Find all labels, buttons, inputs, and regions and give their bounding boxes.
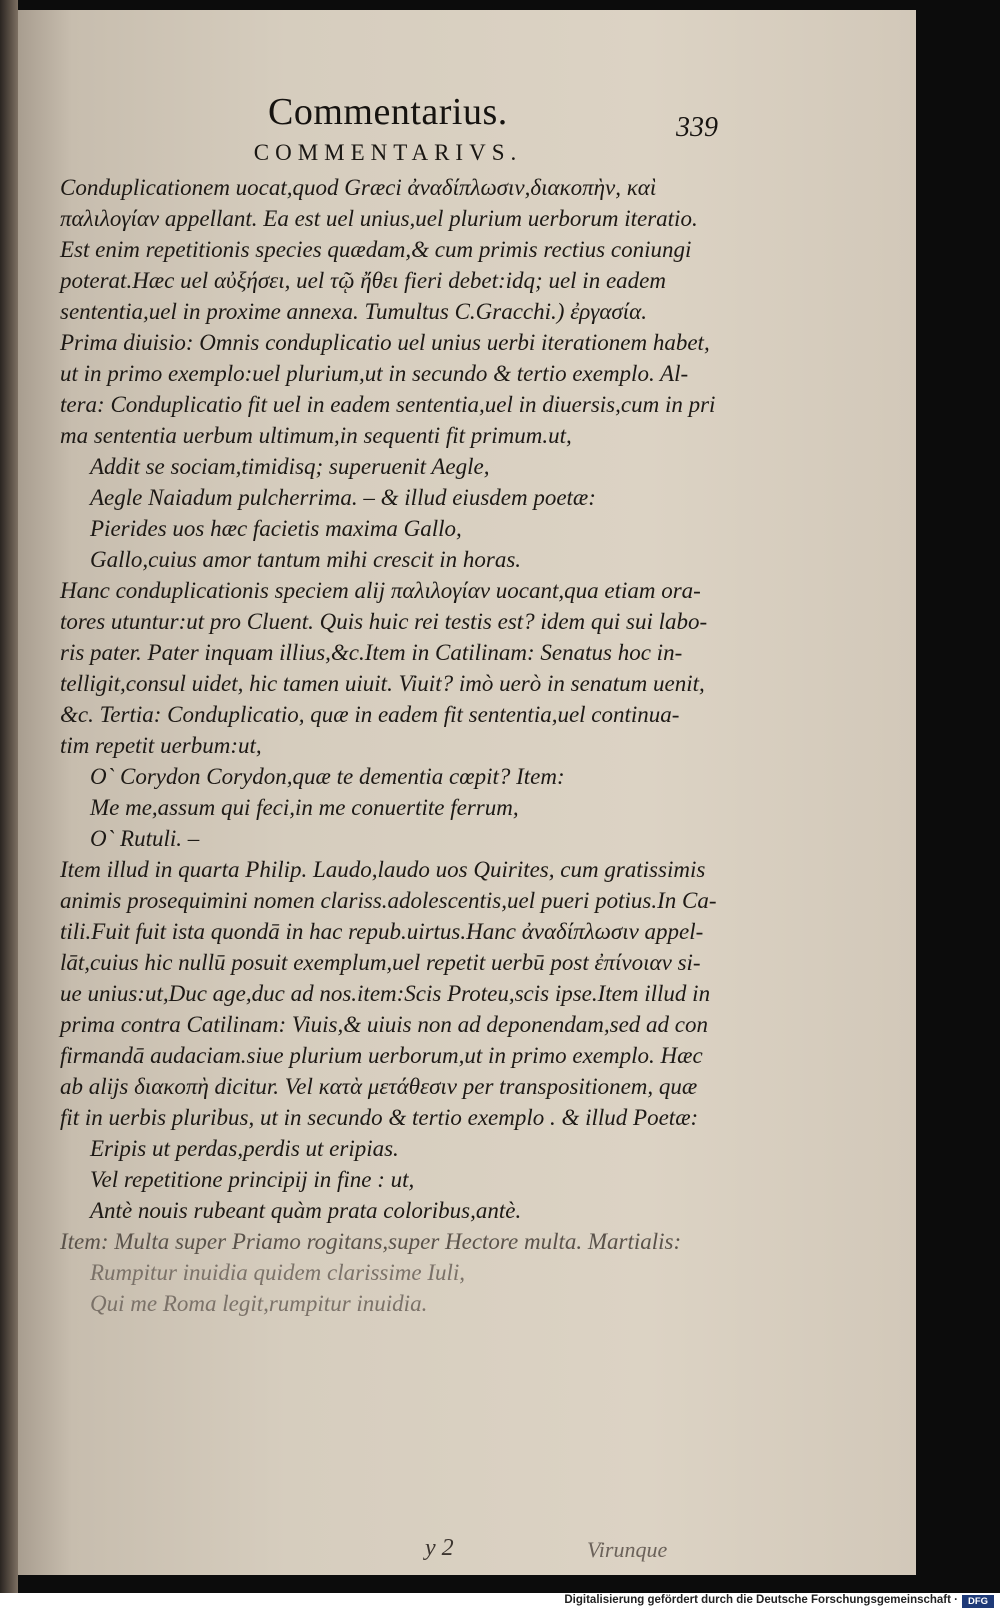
text-line: Item illud in quarta Philip. Laudo,laudo uos Quirites, cum gratissimis <box>60 857 706 882</box>
verse-line: Pierides uos hæc facietis maxima Gallo, <box>90 516 462 541</box>
text-line: lāt,cuius hic nullū posuit exemplum,uel repetit uerbū post ἐπίνοιαν si- <box>60 950 701 975</box>
text-line: ue unius:ut,Duc age,duc ad nos.item:Scis Proteu,scis ipse.Item illud in <box>60 981 711 1006</box>
text-line: sententia,uel in proxime annexa. Tumultus C.Gracchi.) ἐργασία. <box>60 299 647 324</box>
text-line: Conduplicationem uocat,quod Græci ἀναδίπλωσιν,διακοπὴν, καὶ <box>60 175 657 200</box>
verse-line: O` Corydon Corydon,quæ te dementia cœpit? Item: <box>90 764 565 789</box>
credit-bar <box>0 1593 1000 1611</box>
page-title: Commentarius. <box>268 91 508 133</box>
dfg-logo-icon: DFG <box>962 1595 994 1608</box>
text-line: tim repetit uerbum:ut, <box>60 733 262 758</box>
text-line: ab alijs διακοπὴ dicitur. Vel κατὰ μετάθεσιν per transpositionem, quæ <box>60 1074 698 1099</box>
book-page <box>18 10 916 1575</box>
text-line: fit in uerbis pluribus, ut in secundo & tertio exemplo . & illud Poetæ: <box>60 1105 699 1130</box>
verse-line: Aegle Naiadum pulcherrima. – & illud eiusdem poetæ: <box>90 485 596 510</box>
text-line: ma sententia uerbum ultimum,in sequenti fit primum.ut, <box>60 423 572 448</box>
verse-line: Eripis ut perdas,perdis ut eripias. <box>90 1136 399 1161</box>
text-line: animis prosequimini nomen clariss.adolescentis,uel pueri potius.In Ca- <box>60 888 717 913</box>
text-line: Prima diuisio: Omnis conduplicatio uel unius uerbi iterationem habet, <box>60 330 710 355</box>
section-heading: COMMENTARIVS. <box>253 140 523 165</box>
text-line: tores utuntur:ut pro Cluent. Quis huic rei testis est? idem qui sui labo- <box>60 609 708 634</box>
signature-mark: y 2 <box>425 1535 454 1561</box>
text-line: ris pater. Pater inquam illius,&c.Item in Catilinam: Senatus hoc in- <box>60 640 683 665</box>
text-line: poterat.Hæc uel αὐξήσει, uel τῷ ἤθει fieri debet:idq; uel in eadem <box>60 268 666 293</box>
verse-line: Addit se sociam,timidisq; superuenit Aegle, <box>90 454 490 479</box>
text-line: firmandā audaciam.siue plurium uerborum,ut in primo exemplo. Hæc <box>60 1043 703 1068</box>
verse-line: Gallo,cuius amor tantum mihi crescit in horas. <box>90 547 522 572</box>
text-line: &c. Tertia: Conduplicatio, quæ in eadem fit sententia,uel continua- <box>60 702 680 727</box>
text-line: prima contra Catilinam: Viuis,& uiuis non ad deponendam,sed ad con <box>60 1012 709 1037</box>
page-footer <box>0 1535 898 1571</box>
text-line: ut in primo exemplo:uel plurium,ut in secundo & tertio exemplo. Al- <box>60 361 689 386</box>
verse-line: Rumpitur inuidia quidem clarissime Iuli, <box>90 1260 466 1285</box>
verse-line: Qui me Roma legit,rumpitur inuidia. <box>90 1291 428 1316</box>
page-number: 339 <box>676 112 718 143</box>
text-line: telligit,consul uidet, hic tamen uiuit. Viuit? imò uerò in senatum uenit, <box>60 671 705 696</box>
text-line: tili.Fuit fuit ista quondā in hac repub.uirtus.Hanc ἀναδίπλωσιν appel- <box>60 919 704 944</box>
verse-line: Antè nouis rubeant quàm prata coloribus,antè. <box>90 1198 522 1223</box>
catchword: Virunque <box>587 1537 668 1562</box>
text-line: Est enim repetitionis species quædam,& cum primis rectius coniungi <box>60 237 692 262</box>
text-line: παλιλογίαν appellant. Ea est uel unius,uel plurium uerborum iteratio. <box>60 206 698 231</box>
book-gutter <box>0 0 18 1611</box>
funding-credit: Digitalisierung gefördert durch die Deutsche Forschungsgemeinschaft · <box>564 1594 958 1606</box>
verse-line: Me me,assum qui feci,in me conuertite ferrum, <box>90 795 519 820</box>
text-line: tera: Conduplicatio fit uel in eadem sententia,uel in diuersis,cum in pri <box>60 392 716 417</box>
verse-line: Vel repetitione principij in fine : ut, <box>90 1167 415 1192</box>
verse-line: O` Rutuli. – <box>90 826 200 851</box>
text-line: Hanc conduplicationis speciem alij παλιλογίαν uocant,qua etiam ora- <box>60 578 701 603</box>
text-line: Item: Multa super Priamo rogitans,super Hectore multa. Martialis: <box>60 1229 682 1254</box>
